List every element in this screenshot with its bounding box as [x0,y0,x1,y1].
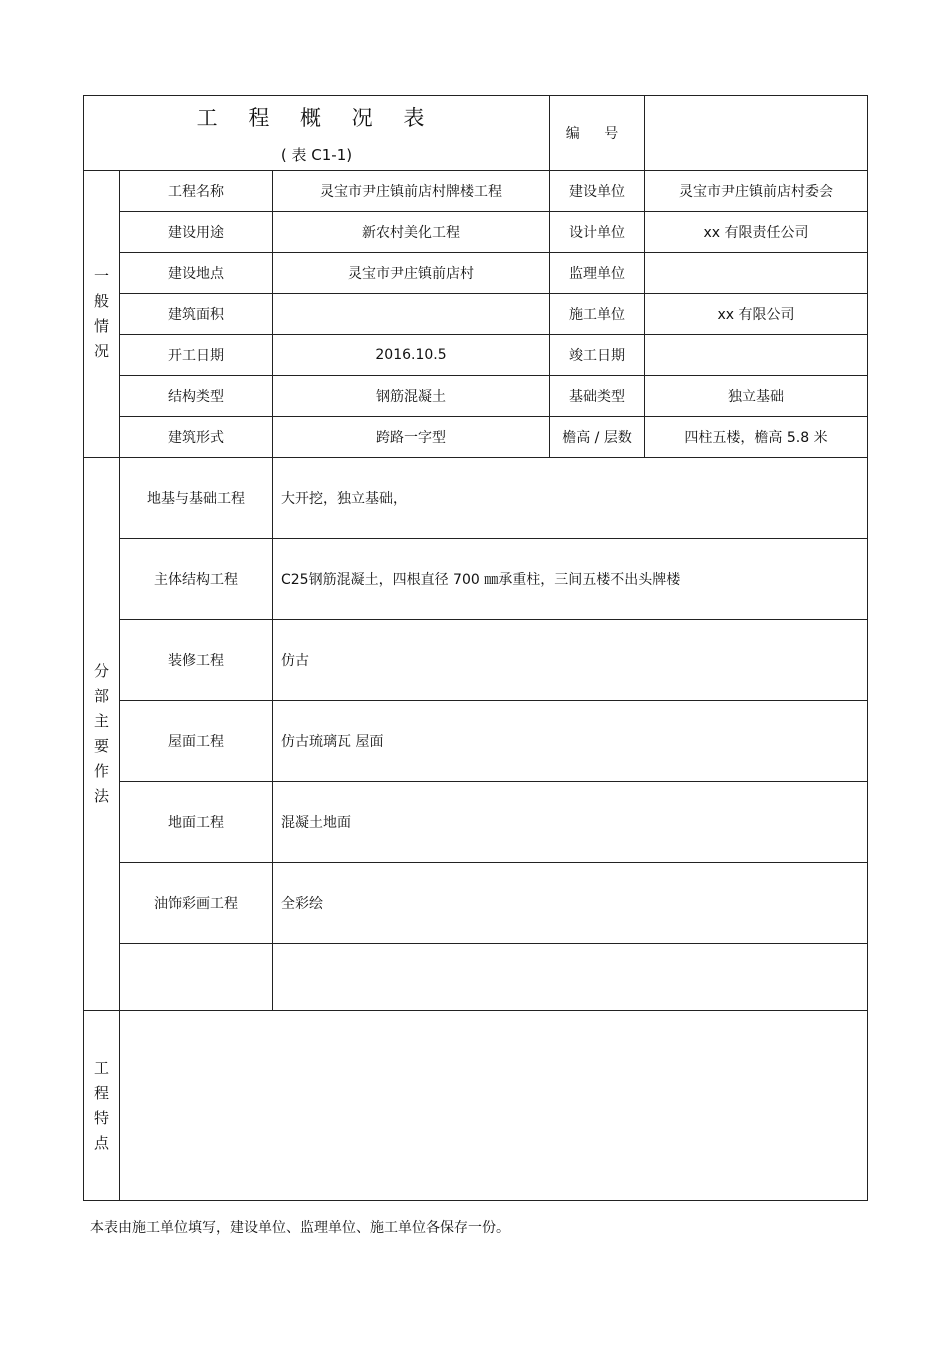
field-label: 檐高 / 层数 [550,417,645,458]
field-value [645,335,868,376]
subsection-label [120,944,273,1011]
form-title: 工 程 概 况 表 [196,106,437,130]
field-value: 灵宝市尹庄镇前店村牌楼工程 [273,171,550,212]
subsection-value: 仿古琉璃瓦 屋面 [273,701,868,782]
section-subsections-label: 分 部 主 要 作 法 [84,458,120,1011]
field-value: xx 有限公司 [645,294,868,335]
field-label: 建筑形式 [120,417,273,458]
section-general-label: 一 般 情 况 [84,171,120,458]
field-value: 灵宝市尹庄镇前店村委会 [645,171,868,212]
subsection-label: 屋面工程 [120,701,273,782]
field-value [645,253,868,294]
subsection-value: 混凝土地面 [273,782,868,863]
features-value [120,1011,868,1201]
subsection-value: 大开挖，独立基础， [273,458,868,539]
footnote: 本表由施工单位填写，建设单位、监理单位、施工单位各保存一份。 [90,1220,510,1236]
subsection-label: 地面工程 [120,782,273,863]
subsection-value: C25钢筋混凝土，四根直径 700 ㎜承重柱，三间五楼不出头牌楼 [273,539,868,620]
number-label: 编 号 [550,96,645,171]
field-value: 独立基础 [645,376,868,417]
section-features-label: 工 程 特 点 [84,1011,120,1201]
field-label: 建筑面积 [120,294,273,335]
field-value [273,294,550,335]
subsection-value: 全彩绘 [273,863,868,944]
field-value: 2016.10.5 [273,335,550,376]
subsection-label: 地基与基础工程 [120,458,273,539]
field-label: 工程名称 [120,171,273,212]
subsection-value [273,944,868,1011]
field-label: 设计单位 [550,212,645,253]
field-value: 四柱五楼，檐高 5.8 米 [645,417,868,458]
form-title-cell [84,96,550,171]
field-label: 建设用途 [120,212,273,253]
subsection-value: 仿古 [273,620,868,701]
subsection-label: 主体结构工程 [120,539,273,620]
field-value: xx 有限责任公司 [645,212,868,253]
field-label: 结构类型 [120,376,273,417]
subsection-label: 装修工程 [120,620,273,701]
field-label: 竣工日期 [550,335,645,376]
field-value: 灵宝市尹庄镇前店村 [273,253,550,294]
project-overview-form [83,95,868,1201]
field-value: 新农村美化工程 [273,212,550,253]
field-value: 跨路一字型 [273,417,550,458]
number-value [645,96,868,171]
field-label: 施工单位 [550,294,645,335]
field-label: 建设地点 [120,253,273,294]
subsection-label: 油饰彩画工程 [120,863,273,944]
field-value: 钢筋混凝土 [273,376,550,417]
form-code: ( 表 C1-1) [280,146,353,164]
field-label: 开工日期 [120,335,273,376]
field-label: 建设单位 [550,171,645,212]
field-label: 基础类型 [550,376,645,417]
field-label: 监理单位 [550,253,645,294]
